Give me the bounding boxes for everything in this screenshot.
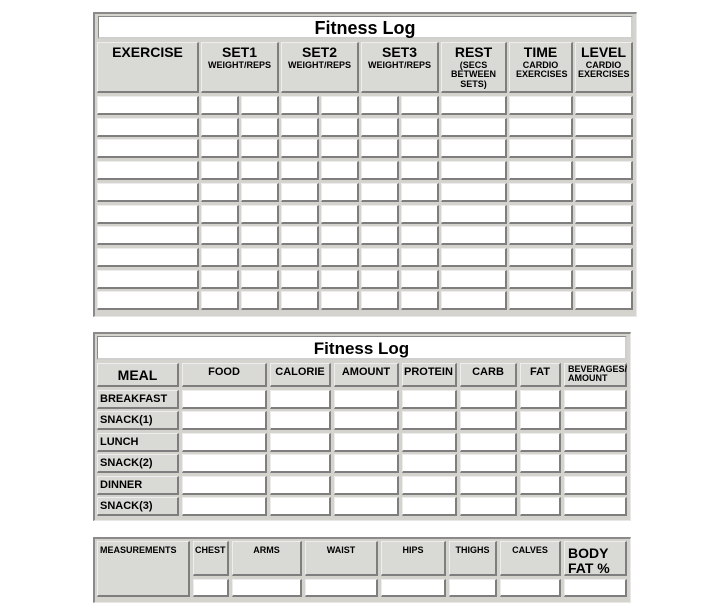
meal-row-6-protein-input[interactable] [402,497,457,516]
meal-row-3-fat-input[interactable] [520,433,561,452]
exercise-row-7-exercise-input[interactable] [97,226,199,245]
meal-label-snack3: SNACK(3) [97,497,179,516]
exercise-row-6-set1-weight-input[interactable] [201,205,239,224]
meal-row-4-beverages-input[interactable] [564,454,627,473]
exercise-row-10-exercise-input[interactable] [97,291,199,310]
header-rest-label: REST [454,44,493,60]
exercise-row-3-set1-reps-input[interactable] [241,139,279,158]
exercise-row-6-rest-input[interactable] [441,205,507,224]
exercise-row-4-exercise-input[interactable] [97,161,199,180]
exercise-row-9-set1-reps-input[interactable] [241,270,279,289]
header-amount: AMOUNT [334,363,399,387]
exercise-row-4-rest-input[interactable] [441,161,507,180]
header-time [509,42,573,93]
exercise-row-2-set3-reps-input[interactable] [401,118,439,137]
header-set2 [281,42,359,93]
exercise-row-10-level-input[interactable] [575,291,633,310]
header-set2-sub: WEIGHT/REPS [287,59,351,70]
exercise-row-3-set2-reps-input[interactable] [321,139,359,158]
header-rest-sub: (SECS BETWEEN SETS) [451,59,496,89]
header-set1-sub: WEIGHT/REPS [207,59,271,70]
header-hips: HIPS [381,541,446,576]
meal-row-1-protein-input[interactable] [402,390,457,409]
exercise-row-2-rest-input[interactable] [441,118,507,137]
meal-label-lunch: LUNCH [97,433,179,452]
exercise-row-8-set2-weight-input[interactable] [281,248,319,267]
header-exercise-label: EXERCISE [112,44,183,60]
exercise-row-8-set1-reps-input[interactable] [241,248,279,267]
exercise-row-5-time-input[interactable] [509,183,573,202]
exercise-row-3-rest-input[interactable] [441,139,507,158]
exercise-row-9-set3-weight-input[interactable] [361,270,399,289]
meal-row-2-food-input[interactable] [182,411,267,430]
meal-row-3-beverages-input[interactable] [564,433,627,452]
exercise-row-6-set1-reps-input[interactable] [241,205,279,224]
header-protein: PROTEIN [402,363,457,387]
exercise-row-8-rest-input[interactable] [441,248,507,267]
header-time-label: TIME [523,44,558,60]
meal-row-3-calorie-input[interactable] [270,433,331,452]
exercise-row-10-set2-weight-input[interactable] [281,291,319,310]
exercise-row-9-time-input[interactable] [509,270,573,289]
exercise-row-4-set1-weight-input[interactable] [201,161,239,180]
meal-row-2-protein-input[interactable] [402,411,457,430]
exercise-row-7-set2-reps-input[interactable] [321,226,359,245]
exercise-row-5-exercise-input[interactable] [97,183,199,202]
header-chest: CHEST [193,541,229,576]
exercise-row-5-set2-weight-input[interactable] [281,183,319,202]
meal-row-3-protein-input[interactable] [402,433,457,452]
header-calves: CALVES [500,541,561,576]
exercise-row-4-time-input[interactable] [509,161,573,180]
meal-row-3-food-input[interactable] [182,433,267,452]
meal-row-2-fat-input[interactable] [520,411,561,430]
meal-row-3-amount-input[interactable] [334,433,399,452]
exercise-row-6-level-input[interactable] [575,205,633,224]
exercise-row-4-set3-weight-input[interactable] [361,161,399,180]
exercise-row-10-set1-reps-input[interactable] [241,291,279,310]
header-rest [441,42,507,93]
header-fat: FAT [520,363,561,387]
header-waist: WAIST [305,541,378,576]
meal-row-2-amount-input[interactable] [334,411,399,430]
header-meal: MEAL [97,363,179,387]
exercise-row-8-level-input[interactable] [575,248,633,267]
exercise-row-5-set3-weight-input[interactable] [361,183,399,202]
meal-label-breakfast: BREAKFAST [97,390,179,409]
exercise-row-7-set3-weight-input[interactable] [361,226,399,245]
exercise-row-6-set3-reps-input[interactable] [401,205,439,224]
meal-row-5-fat-input[interactable] [520,476,561,495]
meal-row-5-carb-input[interactable] [460,476,517,495]
exercise-row-3-set3-weight-input[interactable] [361,139,399,158]
exercise-row-7-level-input[interactable] [575,226,633,245]
meal-row-6-food-input[interactable] [182,497,267,516]
exercise-row-9-exercise-input[interactable] [97,270,199,289]
header-food: FOOD [182,363,267,387]
exercise-row-2-time-input[interactable] [509,118,573,137]
header-level-label: LEVEL [580,44,627,60]
exercise-row-9-set2-reps-input[interactable] [321,270,359,289]
exercise-row-7-set2-weight-input[interactable] [281,226,319,245]
header-carb: CARB [460,363,517,387]
exercise-row-8-set3-reps-input[interactable] [401,248,439,267]
exercise-row-7-time-input[interactable] [509,226,573,245]
meal-row-1-fat-input[interactable] [520,390,561,409]
meal-row-1-carb-input[interactable] [460,390,517,409]
exercise-row-3-exercise-input[interactable] [97,139,199,158]
meal-row-5-amount-input[interactable] [334,476,399,495]
exercise-row-3-level-input[interactable] [575,139,633,158]
exercise-row-1-level-input[interactable] [575,96,633,115]
meal-row-4-fat-input[interactable] [520,454,561,473]
meal-row-3-carb-input[interactable] [460,433,517,452]
meal-row-2-carb-input[interactable] [460,411,517,430]
header-calorie: CALORIE [270,363,331,387]
header-set3-sub: WEIGHT/REPS [367,59,431,70]
exercise-row-10-set3-weight-input[interactable] [361,291,399,310]
meal-row-6-fat-input[interactable] [520,497,561,516]
exercise-row-7-set1-reps-input[interactable] [241,226,279,245]
hips-input[interactable] [381,579,446,597]
meal-row-4-protein-input[interactable] [402,454,457,473]
header-set1-label: SET1 [221,44,257,60]
header-level [575,42,633,93]
meal-row-1-amount-input[interactable] [334,390,399,409]
exercise-row-3-set1-weight-input[interactable] [201,139,239,158]
exercise-row-3-time-input[interactable] [509,139,573,158]
exercise-row-9-set2-weight-input[interactable] [281,270,319,289]
exercise-row-10-set3-reps-input[interactable] [401,291,439,310]
exercise-row-8-set1-weight-input[interactable] [201,248,239,267]
exercise-row-5-rest-input[interactable] [441,183,507,202]
exercise-row-4-set2-reps-input[interactable] [321,161,359,180]
meal-row-1-calorie-input[interactable] [270,390,331,409]
exercise-row-10-time-input[interactable] [509,291,573,310]
exercise-row-9-rest-input[interactable] [441,270,507,289]
exercise-row-1-set1-weight-input[interactable] [201,96,239,115]
header-set3 [361,42,439,93]
header-thighs: THIGHS [449,541,497,576]
exercise-row-8-set3-weight-input[interactable] [361,248,399,267]
exercise-row-9-set3-reps-input[interactable] [401,270,439,289]
exercise-row-3-set2-weight-input[interactable] [281,139,319,158]
meal-row-2-beverages-input[interactable] [564,411,627,430]
meal-row-4-calorie-input[interactable] [270,454,331,473]
measurements-label: MEASUREMENTS [97,541,190,597]
exercise-row-8-exercise-input[interactable] [97,248,199,267]
exercise-row-6-time-input[interactable] [509,205,573,224]
meal-row-6-amount-input[interactable] [334,497,399,516]
header-exercise [97,42,199,93]
chest-input[interactable] [193,579,229,597]
exercise-row-7-rest-input[interactable] [441,226,507,245]
exercise-row-4-set2-weight-input[interactable] [281,161,319,180]
exercise-row-2-set3-weight-input[interactable] [361,118,399,137]
exercise-row-8-time-input[interactable] [509,248,573,267]
meal-row-1-food-input[interactable] [182,390,267,409]
exercise-row-5-set2-reps-input[interactable] [321,183,359,202]
header-level-sub: CARDIO EXERCISES [578,59,630,80]
meal-row-4-amount-input[interactable] [334,454,399,473]
header-set2-label: SET2 [301,44,337,60]
meal-row-5-beverages-input[interactable] [564,476,627,495]
exercise-row-2-set1-reps-input[interactable] [241,118,279,137]
header-set3-label: SET3 [381,44,417,60]
exercise-row-2-set2-weight-input[interactable] [281,118,319,137]
exercise-row-8-set2-reps-input[interactable] [321,248,359,267]
exercise-row-6-exercise-input[interactable] [97,205,199,224]
exercise-row-10-rest-input[interactable] [441,291,507,310]
header-beverages: BEVERAGES/ AMOUNT [564,363,627,387]
meal-row-4-carb-input[interactable] [460,454,517,473]
waist-input[interactable] [305,579,378,597]
meal-label-snack1: SNACK(1) [97,411,179,430]
exercise-row-1-set2-weight-input[interactable] [281,96,319,115]
header-body-fat: BODY FAT % [564,541,627,576]
exercise-row-4-set1-reps-input[interactable] [241,161,279,180]
meal-row-5-calorie-input[interactable] [270,476,331,495]
exercise-row-1-set3-reps-input[interactable] [401,96,439,115]
thighs-input[interactable] [449,579,497,597]
meal-row-2-calorie-input[interactable] [270,411,331,430]
meal-label-dinner: DINNER [97,476,179,495]
exercise-row-4-level-input[interactable] [575,161,633,180]
exercise-row-2-set2-reps-input[interactable] [321,118,359,137]
exercise-row-6-set2-reps-input[interactable] [321,205,359,224]
exercise-row-7-set1-weight-input[interactable] [201,226,239,245]
exercise-row-1-set1-reps-input[interactable] [241,96,279,115]
calves-input[interactable] [500,579,561,597]
exercise-row-6-set3-weight-input[interactable] [361,205,399,224]
meal-row-6-calorie-input[interactable] [270,497,331,516]
header-time-sub: CARDIO EXERCISES [516,59,568,80]
meal-row-5-food-input[interactable] [182,476,267,495]
meal-row-4-food-input[interactable] [182,454,267,473]
exercise-row-1-rest-input[interactable] [441,96,507,115]
body-fat-input[interactable] [564,579,627,597]
exercise-row-1-set2-reps-input[interactable] [321,96,359,115]
exercise-row-2-level-input[interactable] [575,118,633,137]
meal-row-6-carb-input[interactable] [460,497,517,516]
meal-row-6-beverages-input[interactable] [564,497,627,516]
arms-input[interactable] [232,579,302,597]
exercise-row-3-set3-reps-input[interactable] [401,139,439,158]
meal-row-5-protein-input[interactable] [402,476,457,495]
exercise-row-5-set3-reps-input[interactable] [401,183,439,202]
exercise-row-9-level-input[interactable] [575,270,633,289]
exercise-row-4-set3-reps-input[interactable] [401,161,439,180]
meal-label-snack2: SNACK(2) [97,454,179,473]
exercise-row-5-set1-weight-input[interactable] [201,183,239,202]
header-arms: ARMS [232,541,302,576]
exercise-row-5-level-input[interactable] [575,183,633,202]
exercise-row-2-exercise-input[interactable] [97,118,199,137]
exercise-row-10-set1-weight-input[interactable] [201,291,239,310]
exercise-row-9-set1-weight-input[interactable] [201,270,239,289]
exercise-row-1-set3-weight-input[interactable] [361,96,399,115]
exercise-row-1-exercise-input[interactable] [97,96,199,115]
meal-log-title: Fitness Log [97,336,627,360]
exercise-log-title: Fitness Log [98,16,633,39]
header-set1 [201,42,279,93]
exercise-row-7-set3-reps-input[interactable] [401,226,439,245]
exercise-row-6-set2-weight-input[interactable] [281,205,319,224]
exercise-row-10-set2-reps-input[interactable] [321,291,359,310]
meal-row-1-beverages-input[interactable] [564,390,627,409]
exercise-row-5-set1-reps-input[interactable] [241,183,279,202]
exercise-row-2-set1-weight-input[interactable] [201,118,239,137]
exercise-row-1-time-input[interactable] [509,96,573,115]
